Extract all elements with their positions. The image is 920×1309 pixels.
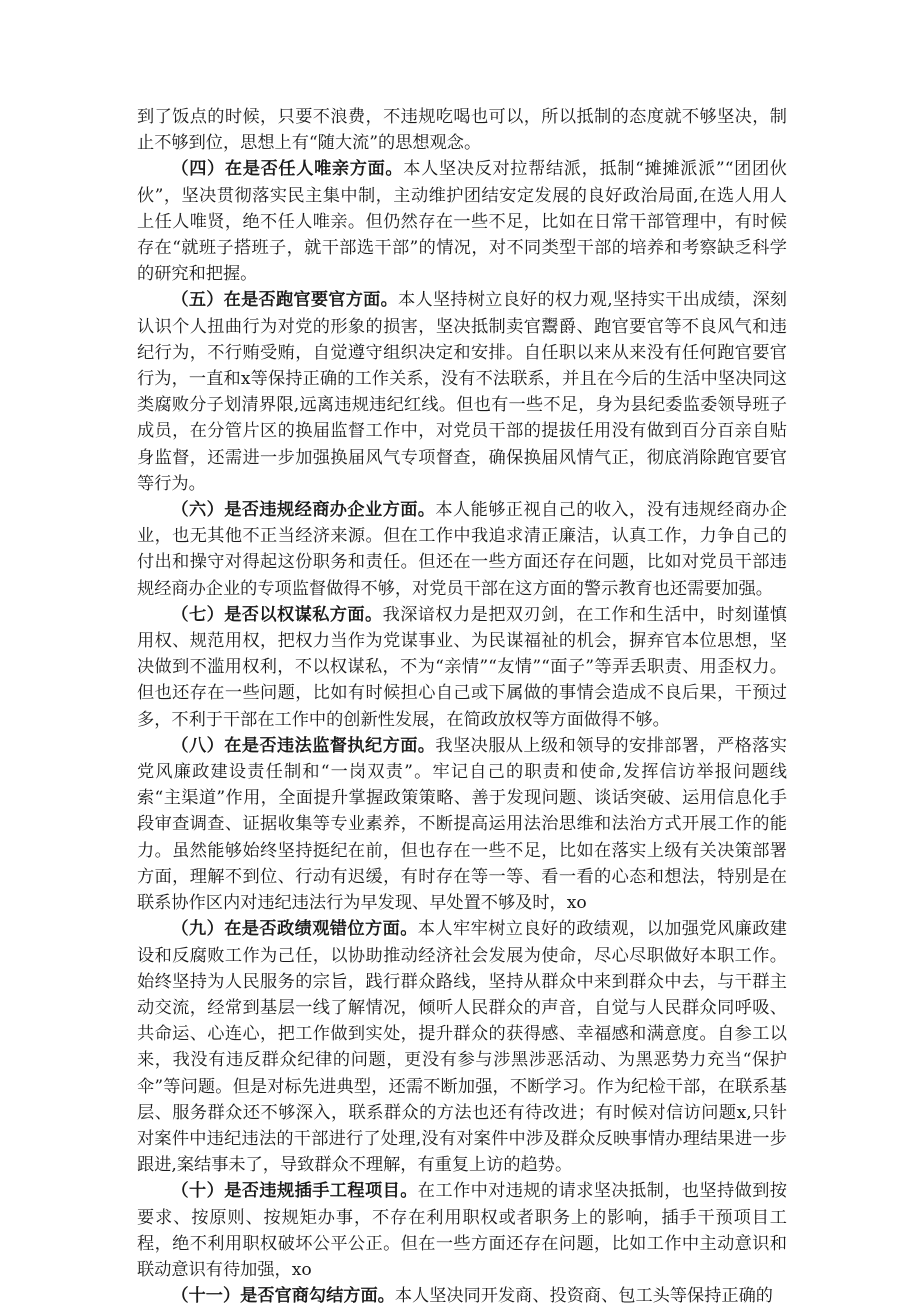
section-heading: （九）在是否政绩观错位方面。 — [171, 919, 418, 940]
paragraph-section-4 — [137, 156, 787, 287]
paragraph-text: 在工作中对违规的请求坚决抵制，也坚持做到按要求、按原则、按规矩办事，不存在利用职权或者职务上的影响，插手干预项目工程，绝不利用职权破坏公平公正。但在一些方面还存在问题，比如工作中主动意识和联动意识有待加强，xo — [137, 1181, 787, 1280]
paragraph-section-8 — [137, 733, 787, 916]
paragraph-text: 本人坚决反对拉帮结派，抵制“摊摊派派”“团团伙伙”，坚决贯彻落实民主集中制，主动维护团结安定发展的良好政治局面,在选人用人上任人唯贤，绝不任人唯亲。但仍然存在一些不足，比如在日常干部管理中，有时候存在“就班子搭班子，就干部选干部”的情况，对不同类型干部的培养和考察缺乏科学的研究和把握。 — [137, 159, 787, 285]
section-heading: （五）在是否跑官要官方面。 — [171, 290, 399, 311]
paragraph-section-10 — [137, 1178, 787, 1283]
paragraph-text: 到了饭点的时候，只要不浪费，不违规吃喝也可以，所以抵制的态度就不够坚决，制止不够到位，思想上有“随大流”的思想观念。 — [137, 107, 787, 154]
paragraph-text: 本人坚持树立良好的权力观,坚持实干出成绩，深刻认识个人扭曲行为对党的形象的损害，坚决抵制卖官鬻爵、跑官要官等不良风气和违纪行为，不行贿受贿，自觉遵守组织决定和安排。自任职以来从来没有任何跑官要官行为，一直和x等保持正确的工作关系，没有不法联系，并且在今后的生活中坚决同这类腐败分子划清界限,远离违规违纪红线。但也有一些不足，身为县纪委监委领导班子成员，在分管片区的换届监督工作中，对党员干部的提拔任用没有做到百分百亲自贴身监督，还需进一步加强换届风气专项督查，确保换届风情气正，彻底消除跑官要官等行为。 — [137, 290, 787, 494]
paragraph-text: 我深谙权力是把双刃剑，在工作和生活中，时刻谨慎用权、规范用权，把权力当作为党谋事业、为民谋福祉的机会，摒弃官本位思想，坚决做到不滥用权利，不以权谋私，不为“亲情”“友情”“面子”等弄丢职责、用歪权力。但也还存在一些问题，比如有时候担心自己或下属做的事情会造成不良后果，干预过多，不利于干部在工作中的创新性发展，在简政放权等方面做得不够。 — [137, 604, 787, 730]
paragraph-text: 本人牢牢树立良好的政绩观，以加强党风廉政建设和反腐败工作为己任，以协助推动经济社会发展为使命，尽心尽职做好本职工作。始终坚持为人民服务的宗旨，践行群众路线，坚持从群众中来到群众中去，与干群主动交流，经常到基层一线了解情况，倾听人民群众的声音，自觉与人民群众同呼吸、共命运、心连心，把工作做到实处，提升群众的获得感、幸福感和满意度。自参工以来，我没有违反群众纪律的问题，更没有参与涉黑涉恶活动、为黑恶势力充当“保护伞”等问题。但是对标先进典型，还需不断加强，不断学习。作为纪检干部，在联系基层、服务群众还不够深入，联系群众的方法也还有待改进；有时候对信访问题x,只针对案件中违纪违法的干部进行了处理,没有对案件中涉及群众反映事情办理结果进一步跟进,案结事未了，导致群众不理解，有重复上访的趋势。 — [137, 919, 787, 1176]
paragraph-section-6 — [137, 497, 787, 602]
section-heading: （八）在是否违法监督执纪方面。 — [171, 735, 436, 756]
section-heading: （十一）是否官商勾结方面。 — [171, 1286, 395, 1307]
section-heading: （七）是否以权谋私方面。 — [171, 604, 383, 625]
paragraph-section-11 — [137, 1283, 787, 1309]
paragraph-text: 本人坚决同开发商、投资商、包工头等保持正确的 — [394, 1286, 773, 1307]
paragraph-text: 本人能够正视自己的收入，没有违规经商办企业，也无其他不正当经济来源。但在工作中我追求清正廉洁，认真工作，力争自己的付出和操守对得起这份职务和责任。但还在一些方面还存在问题，比如对党员干部违规经商办企业的专项监督做得不够，对党员干部在这方面的警示教育也还需要加强。 — [137, 500, 787, 599]
paragraph-section-7 — [137, 602, 787, 733]
section-heading: （四）在是否任人唯亲方面。 — [171, 159, 404, 180]
paragraph-text: 我坚决服从上级和领导的安排部署，严格落实党风廉政建设责任制和“一岗双责”。牢记自己的职责和使命,发挥信访举报问题线索“主渠道”作用，全面提升掌握政策策略、善于发现问题、谈话突破、运用信息化手段审查调查、证据收集等专业素养，不断提高运用法治思维和法治方式开展工作的能力。虽然能够始终坚持挺纪在前，但也存在一些不足，比如在落实上级有关决策部署方面，理解不到位、行动有迟缓，有时存在等一等、看一看的心态和想法，特别是在联系协作区内对违纪违法行为早发现、早处置不够及时，xo — [137, 735, 787, 914]
document-page — [137, 104, 787, 1309]
paragraph-section-9 — [137, 916, 787, 1178]
paragraph-continuation — [137, 104, 787, 156]
section-heading: （六）是否违规经商办企业方面。 — [171, 500, 436, 521]
paragraph-section-5 — [137, 287, 787, 497]
section-heading: （十）是否违规插手工程项目。 — [171, 1181, 418, 1202]
